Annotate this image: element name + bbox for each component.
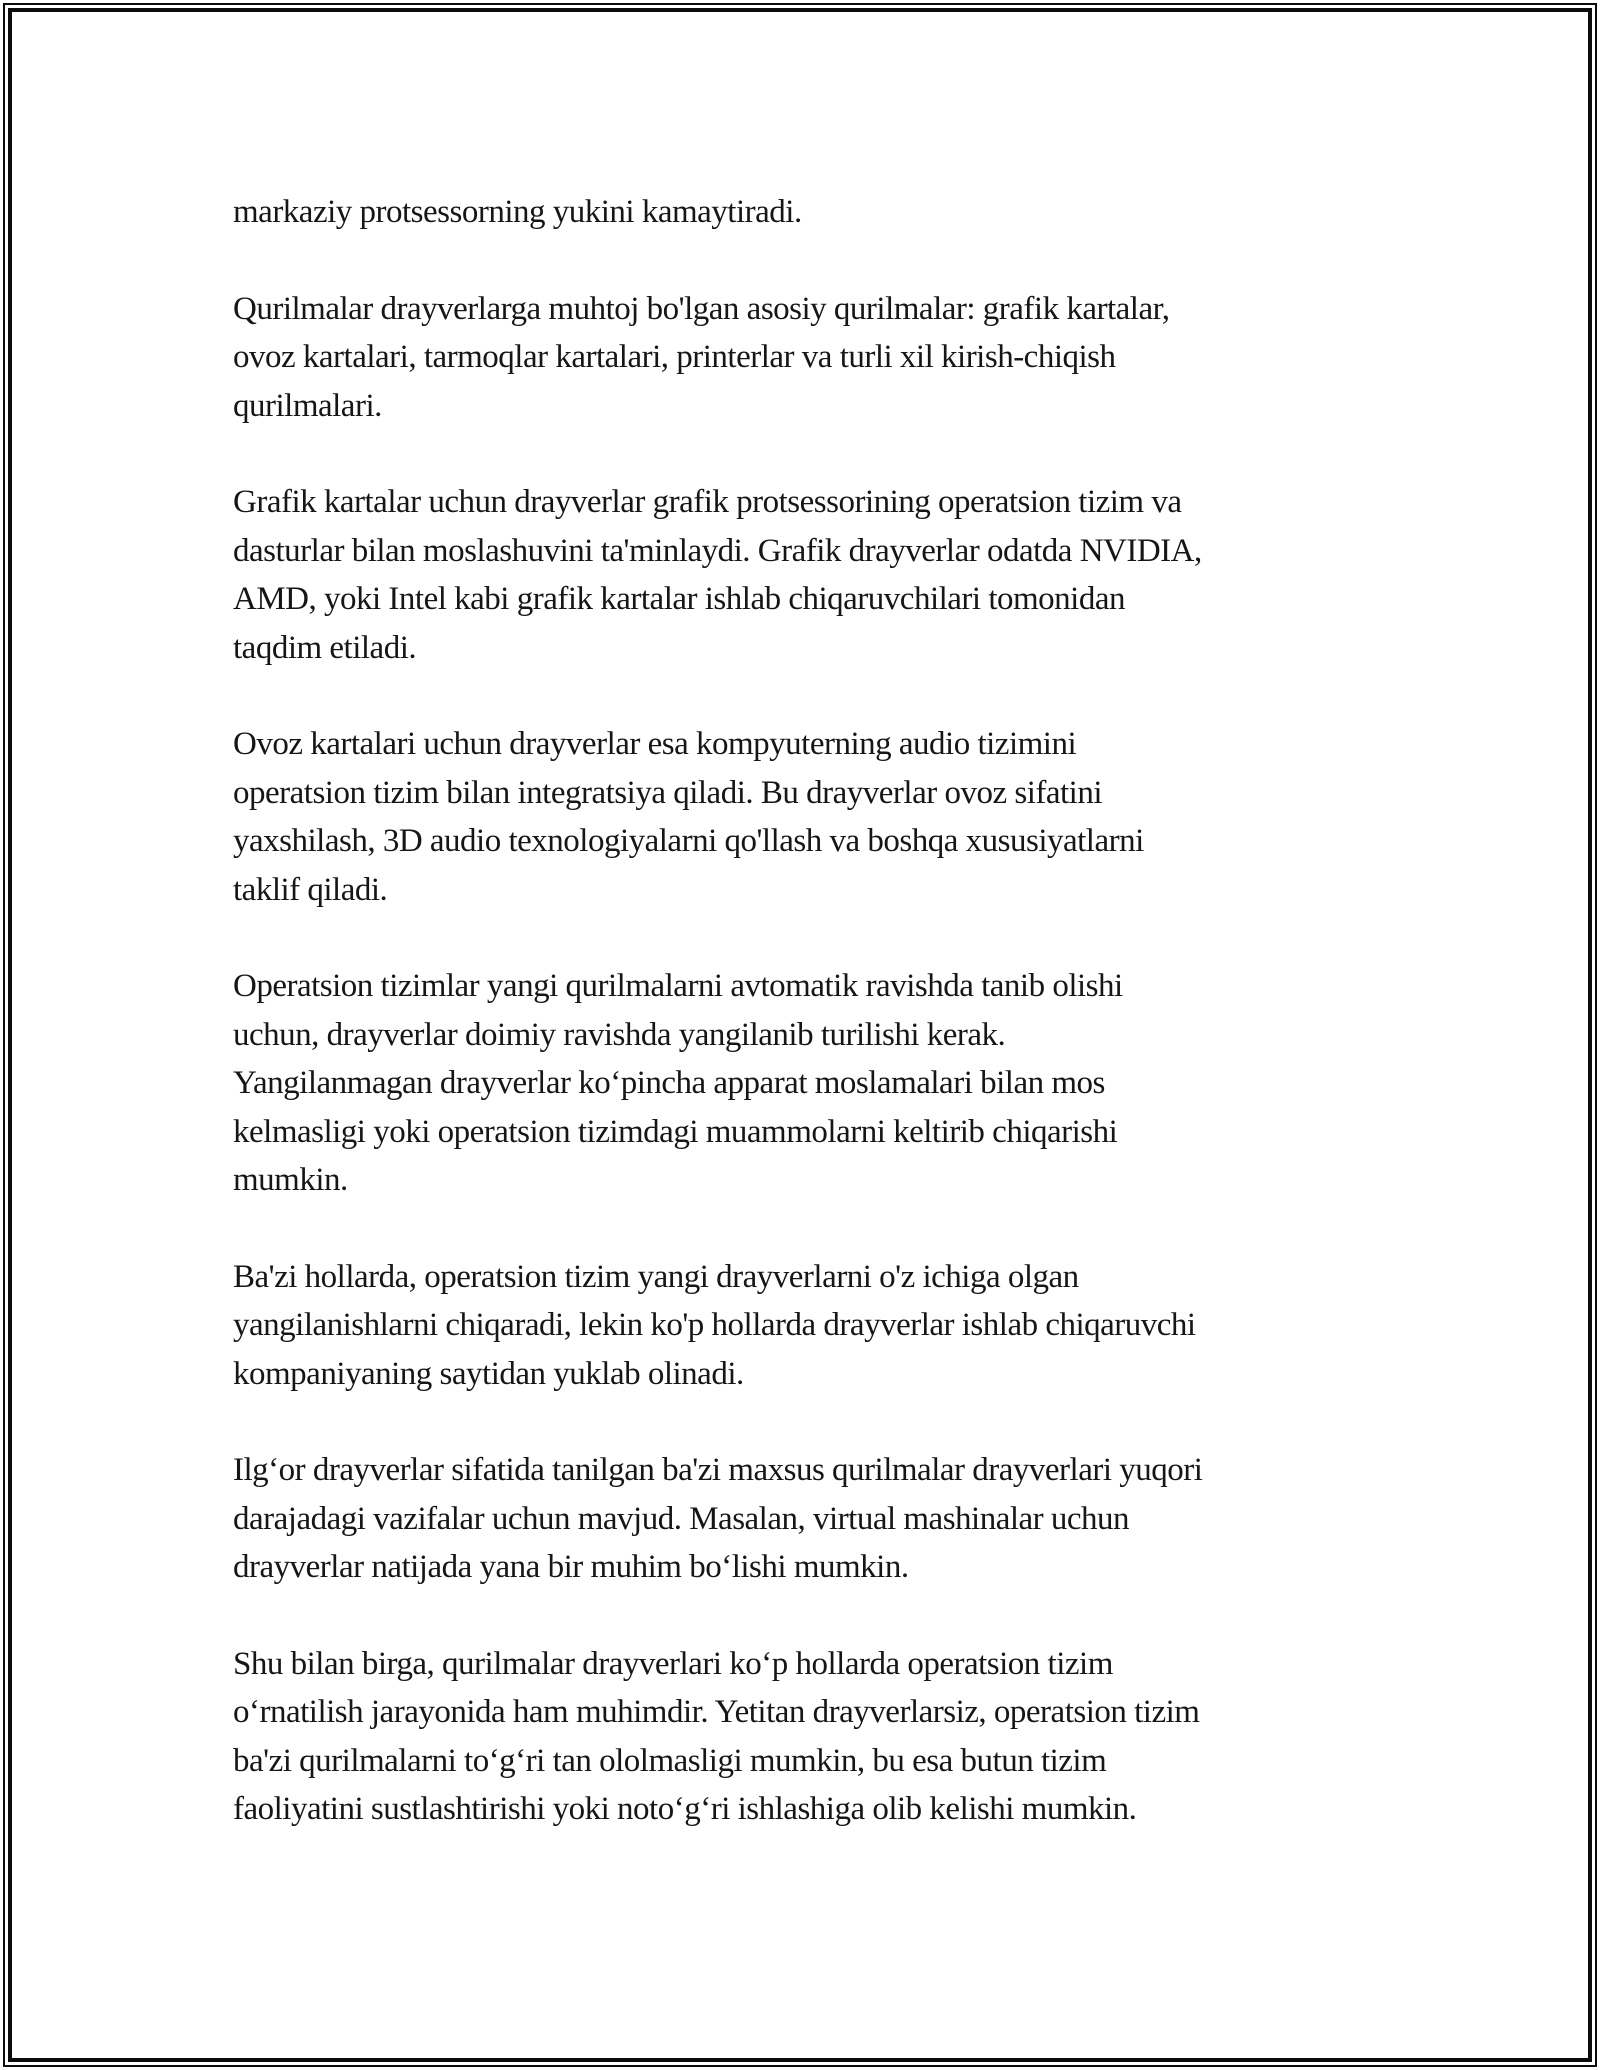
- text-line: yaxshilash, 3D audio texnologiyalarni qo'llash va boshqa xususiyatlarni: [233, 823, 1144, 860]
- text-line: faoliyatini sustlashtirishi yoki notoʻgʻri ishlashiga olib kelishi mumkin.: [233, 1791, 1137, 1828]
- text-line: yangilanishlarni chiqaradi, lekin ko'p hollarda drayverlar ishlab chiqaruvchi: [233, 1307, 1196, 1344]
- page-text-content: [233, 188, 1202, 1882]
- paragraph-5: [233, 962, 1202, 1204]
- text-line: Yangilanmagan drayverlar koʻpincha apparat moslamalari bilan mos: [233, 1065, 1105, 1102]
- page-border-outer: [3, 3, 1597, 2067]
- text-line: mumkin.: [233, 1162, 348, 1199]
- text-line: Qurilmalar drayverlarga muhtoj bo'lgan asosiy qurilmalar: grafik kartalar,: [233, 290, 1170, 327]
- text-line: darajadagi vazifalar uchun mavjud. Masalan, virtual mashinalar uchun: [233, 1500, 1130, 1537]
- paragraph-8: [233, 1640, 1202, 1834]
- text-line: operatsion tizim bilan integratsiya qiladi. Bu drayverlar ovoz sifatini: [233, 774, 1103, 811]
- text-line: oʻrnatilish jarayonida ham muhimdir. Yetitan drayverlarsiz, operatsion tizim: [233, 1694, 1200, 1731]
- paragraph-1: [233, 188, 1202, 236]
- paragraph-3: [233, 478, 1202, 672]
- text-line: Ba'zi hollarda, operatsion tizim yangi drayverlarni o'z ichiga olgan: [233, 1258, 1079, 1295]
- text-line: taqdim etiladi.: [233, 629, 417, 666]
- text-line: Ovoz kartalari uchun drayverlar esa kompyuterning audio tizimini: [233, 726, 1077, 763]
- text-line: uchun, drayverlar doimiy ravishda yangilanib turilishi kerak.: [233, 1016, 1006, 1053]
- text-line: drayverlar natijada yana bir muhim boʻlishi mumkin.: [233, 1549, 909, 1586]
- text-line: ovoz kartalari, tarmoqlar kartalari, printerlar va turli xil kirish-chiqish: [233, 339, 1116, 376]
- text-line: Grafik kartalar uchun drayverlar grafik protsessorining operatsion tizim va: [233, 484, 1182, 521]
- paragraph-4: [233, 720, 1202, 914]
- text-line: taklif qiladi.: [233, 871, 388, 908]
- text-line: dasturlar bilan moslashuvini ta'minlaydi. Grafik drayverlar odatda NVIDIA,: [233, 532, 1202, 569]
- text-line: qurilmalari.: [233, 387, 382, 424]
- paragraph-7: [233, 1446, 1202, 1591]
- paragraph-6: [233, 1253, 1202, 1398]
- text-line: Operatsion tizimlar yangi qurilmalarni avtomatik ravishda tanib olishi: [233, 968, 1123, 1005]
- text-line: Shu bilan birga, qurilmalar drayverlari koʻp hollarda operatsion tizim: [233, 1646, 1113, 1683]
- text-line: AMD, yoki Intel kabi grafik kartalar ishlab chiqaruvchilari tomonidan: [233, 581, 1125, 618]
- text-line: kelmasligi yoki operatsion tizimdagi muammolarni keltirib chiqarishi: [233, 1113, 1118, 1150]
- text-line: ba'zi qurilmalarni toʻgʻri tan ololmasligi mumkin, bu esa butun tizim: [233, 1742, 1107, 1779]
- paragraph-2: [233, 285, 1202, 430]
- page-border-inner: [8, 8, 1592, 2062]
- text-line: markaziy protsessorning yukini kamaytiradi.: [233, 194, 802, 230]
- text-line: kompaniyaning saytidan yuklab olinadi.: [233, 1355, 744, 1392]
- text-line: Ilgʻor drayverlar sifatida tanilgan ba'zi maxsus qurilmalar drayverlari yuqori: [233, 1452, 1203, 1489]
